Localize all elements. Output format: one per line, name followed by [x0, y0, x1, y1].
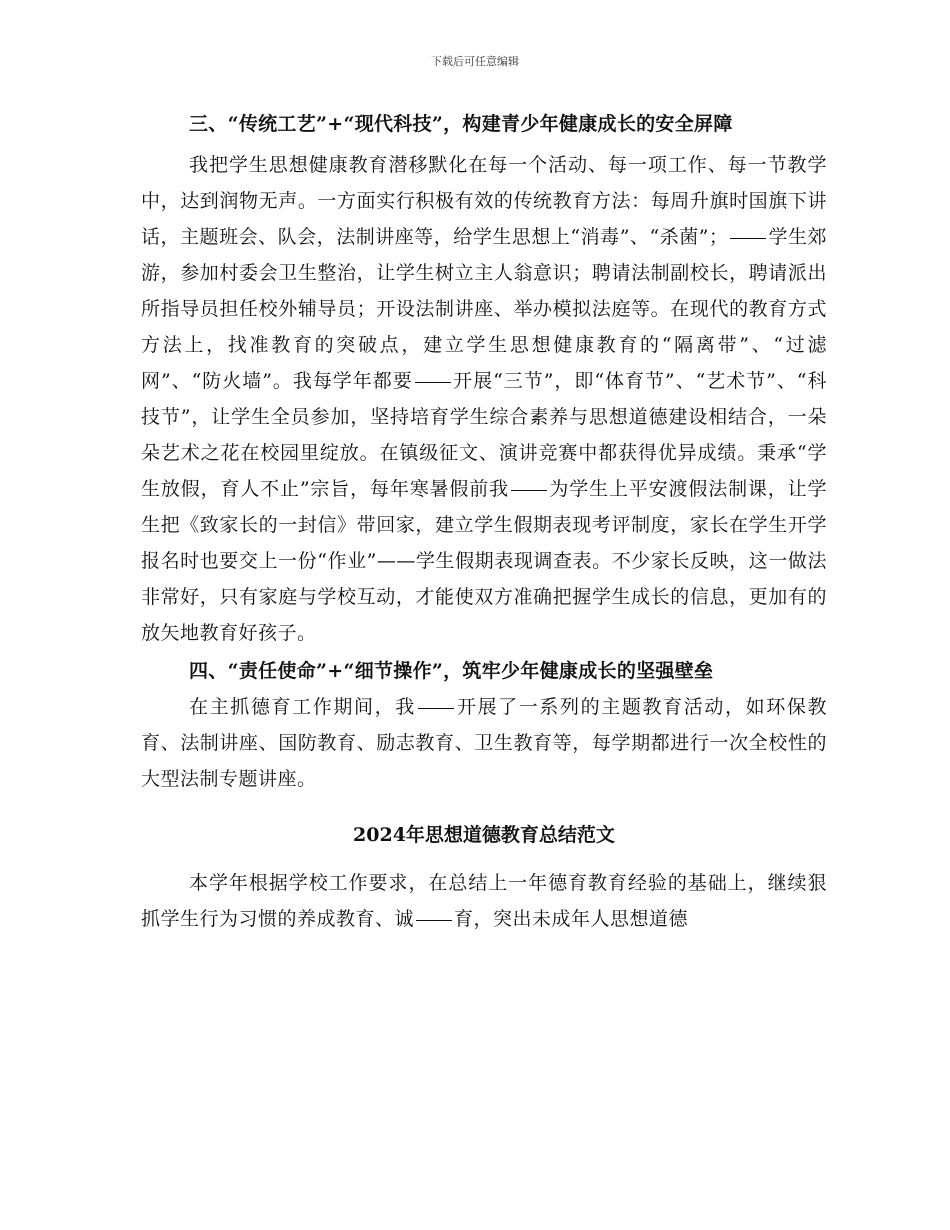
text-segment: 我把学生思想健康教育潜移默化在每一个活动、每一项工作、每一节教学中，达到润物无声。一方面实行积极有效的传统教育方法：每周升旗时国旗下讲话，主题班会、队会，法制讲座等，给学生思想上“消毒”、“杀菌”；: [141, 154, 827, 248]
text-segment: 学生郊游，参加村委会卫生整治，让学生树立主人翁意识；聘请法制副校长，聘请派出所指导员担任校外辅导员；开设法制讲座、举办模拟法庭等。在现代的教育方式方法上，找准教育的突破点，建立学生思想健康教育的“隔离带”、“过滤网”、“防火墙”。我每学年都要: [141, 226, 827, 392]
text-segment: 在主抓德育工作期间，我: [189, 696, 416, 718]
blank-line: [418, 707, 454, 709]
text-segment: 开展“三节”，即“体育节”、“艺术节”、“科技节”，让学生全员参加，坚持培育学生综合素养与思想道德建设相结合，一朵朵艺术之花在校园里绽放。在镇级征文、演讲竞赛中都获得优异成绩。秉承“学生放假，育人不止”宗旨，每年寒暑假前我: [141, 370, 827, 500]
text-segment: 育，突出未成年人思想道德: [454, 908, 689, 930]
blank-line: [730, 237, 766, 239]
page-header-note: 下载后可任意编辑: [431, 55, 519, 68]
blank-line: [416, 919, 452, 921]
blank-line: [511, 489, 547, 491]
document-body: [141, 106, 827, 937]
text-segment: 为学生上平安渡假法制课，让学生把《致家长的一封信》带回家，建立学生假期表现考评制度，家长在学生开学报名时也要交上一份“作业”——学生假期表现调查表。不少家长反映，这一做法非常好，只有家庭与学校互动，才能使双方准确把握学生成长的信息，更加有的放矢地教育好孩子。: [141, 478, 827, 644]
article-intro-paragraph: [141, 865, 827, 937]
text-segment: 本学年根据学校工作要求，在总结上一年德育教育经验的基础上，继续狠抓学生行为习惯的养成教育、诚: [141, 872, 827, 930]
section-heading-3: 三、“传统工艺”+“现代科技”，构建青少年健康成长的安全屏障: [189, 113, 733, 135]
article-title: 2024年思想道德教育总结范文: [353, 824, 615, 846]
blank-line: [415, 381, 451, 383]
section-heading-4: 四、“责任使命”+“细节操作”，筑牢少年健康成长的坚强壁垒: [189, 660, 714, 682]
text-segment: 开展了一系列的主题教育活动，如环保教育、法制讲座、国防教育、励志教育、卫生教育等，每学期都进行一次全校性的大型法制专题讲座。: [141, 696, 827, 790]
section-3-paragraph: [141, 147, 827, 651]
section-4-paragraph: [141, 689, 827, 797]
